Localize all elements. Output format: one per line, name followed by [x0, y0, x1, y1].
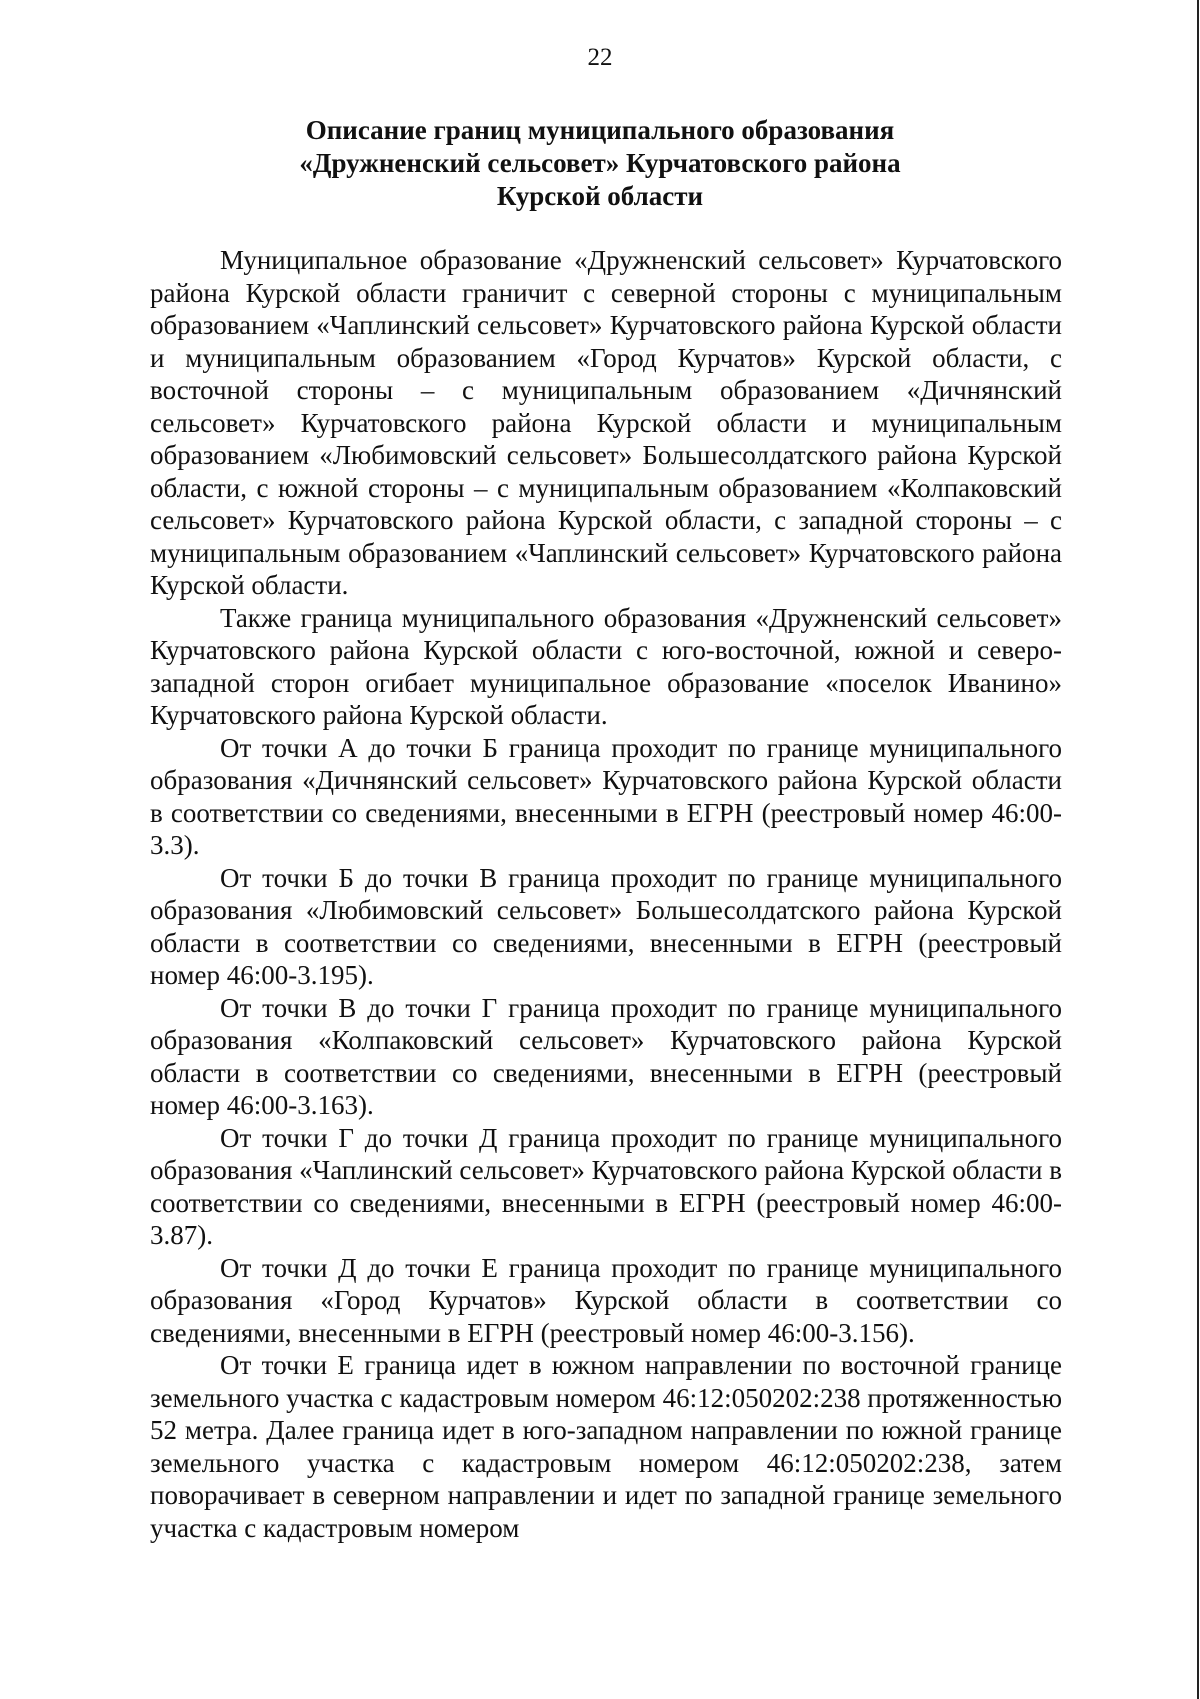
paragraph-segment-b-v: От точки Б до точки В граница проходит по границе муниципального образования «Любимовский сельсовет» Большесолдатского района Курской области в соответствии со сведениями, внесенными в ЕГРН (реестровый номер 46:00-3.195). — [150, 862, 1062, 990]
paragraph-segment-v-g: От точки В до точки Г граница проходит по границе муниципального образования «Колпаковский сельсовет» Курчатовского района Курской области в соответствии со сведениями, внесенными в ЕГРН (реестровый номер 46:00-3.163). — [150, 992, 1062, 1120]
title-line-3: Курской области — [496, 181, 704, 211]
paragraph-segment-g-d: От точки Г до точки Д граница проходит по границе муниципального образования «Чаплинский сельсовет» Курчатовского района Курской области в соответствии со сведениями, внесенными в ЕГРН (реестровый номер 46:00-3.87). — [150, 1122, 1062, 1250]
title-line-1: Описание границ муниципального образования — [305, 115, 895, 145]
document-title — [150, 114, 1050, 213]
paragraph-ivanino-enclave: Также граница муниципального образования «Дружненский сельсовет» Курчатовского района Курской области с юго-восточной, южной и северо-западной сторон огибает муниципальное образование «поселок Иванино» Курчатовского района Курской области. — [150, 602, 1062, 730]
paragraph-segment-a-b: От точки А до точки Б граница проходит по границе муниципального образования «Дичнянский сельсовет» Курчатовского района Курской области в соответствии со сведениями, внесенными в ЕГРН (реестровый номер 46:00-3.3). — [150, 732, 1062, 860]
page-number: 22 — [587, 44, 613, 71]
paragraph-segment-d-e: От точки Д до точки Е граница проходит по границе муниципального образования «Город Курчатов» Курской области в соответствии со сведениями, внесенными в ЕГРН (реестровый номер 46:00-3.156). — [150, 1252, 1062, 1348]
paragraph-borders-overview: Муниципальное образование «Дружненский сельсовет» Курчатовского района Курской области граничит с северной стороны с муниципальным образованием «Чаплинский сельсовет» Курчатовского района Курской области и муниципальным образованием «Город Курчатов» Курской области, с восточной стороны – с муниципальным образованием «Дичнянский сельсовет» Курчатовского района Курской области и муниципальным образованием «Любимовский сельсовет» Большесолдатского района Курской области, с южной стороны – с муниципальным образованием «Колпаковский сельсовет» Курчатовского района Курской области, с западной стороны – с муниципальным образованием «Чаплинский сельсовет» Курчатовского района Курской области. — [150, 245, 1062, 600]
paragraph-segment-from-e: От точки Е граница идет в южном направлении по восточной границе земельного участка с кадастровым номером 46:12:050202:238 протяженностью 52 метра. Далее граница идет в юго-западном направлении по южной границе земельного участка с кадастровым номером 46:12:050202:238, затем поворачивает в северном направлении и идет по западной границе земельного участка с кадастровым номером — [150, 1350, 1062, 1543]
title-line-2: «Дружненский сельсовет» Курчатовского района — [299, 148, 901, 178]
document-body — [150, 244, 1062, 1544]
